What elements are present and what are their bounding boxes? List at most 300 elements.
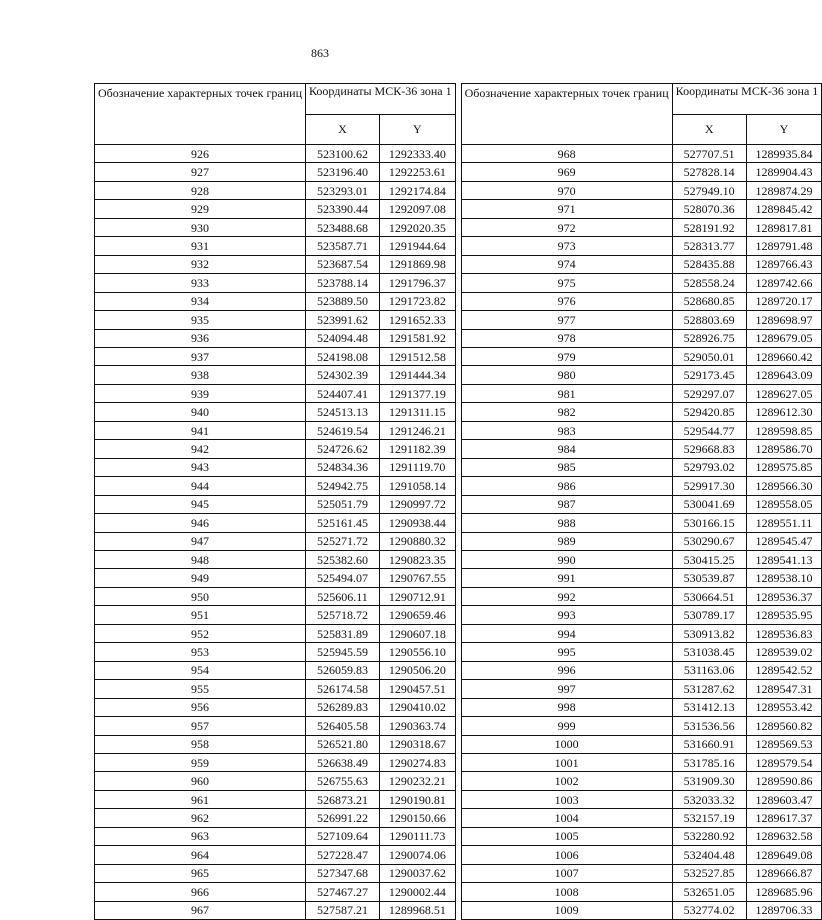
cell-y: 1289660.42 — [746, 347, 822, 365]
cell-x: 528558.24 — [672, 274, 746, 292]
coordinates-tables — [94, 83, 822, 917]
table-row — [95, 163, 456, 181]
table-row — [95, 347, 456, 365]
cell-y: 1289560.82 — [746, 717, 822, 735]
cell-point: 955 — [95, 680, 306, 698]
cell-y: 1291444.34 — [380, 366, 456, 384]
cell-point: 929 — [95, 200, 306, 218]
cell-y: 1291944.64 — [380, 237, 456, 255]
cell-point: 976 — [461, 292, 672, 310]
cell-x: 530664.51 — [672, 587, 746, 605]
table-row — [95, 145, 456, 163]
cell-point: 930 — [95, 218, 306, 236]
cell-y: 1289679.05 — [746, 329, 822, 347]
table-row — [461, 901, 822, 920]
table-row — [461, 550, 822, 568]
cell-point: 931 — [95, 237, 306, 255]
table-row — [95, 218, 456, 236]
cell-point: 953 — [95, 643, 306, 661]
cell-y: 1291581.92 — [380, 329, 456, 347]
cell-point: 982 — [461, 403, 672, 421]
table-body-left — [95, 145, 456, 920]
cell-y: 1289553.42 — [746, 698, 822, 716]
cell-x: 525271.72 — [306, 532, 380, 550]
table-row — [461, 255, 822, 273]
cell-x: 525494.07 — [306, 569, 380, 587]
table-row — [95, 550, 456, 568]
cell-x: 530290.67 — [672, 532, 746, 550]
cell-point: 985 — [461, 458, 672, 476]
table-row — [95, 661, 456, 679]
cell-y: 1291058.14 — [380, 477, 456, 495]
cell-x: 524726.62 — [306, 440, 380, 458]
cell-y: 1290190.81 — [380, 790, 456, 808]
table-row — [461, 864, 822, 882]
cell-point: 978 — [461, 329, 672, 347]
cell-y: 1290938.44 — [380, 514, 456, 532]
header-x: X — [306, 114, 380, 145]
cell-x: 529544.77 — [672, 421, 746, 439]
table-row — [95, 292, 456, 310]
cell-x: 531038.45 — [672, 643, 746, 661]
cell-point: 1000 — [461, 735, 672, 753]
cell-point: 981 — [461, 384, 672, 402]
cell-y: 1289566.30 — [746, 477, 822, 495]
cell-point: 974 — [461, 255, 672, 273]
cell-point: 950 — [95, 587, 306, 605]
cell-y: 1292333.40 — [380, 145, 456, 163]
cell-point: 1005 — [461, 827, 672, 845]
header-coordinates: Координаты МСК-36 зона 1 — [306, 84, 456, 115]
header-point-designation: Обозначение характерных точек границ — [95, 84, 306, 145]
cell-y: 1290363.74 — [380, 717, 456, 735]
cell-y: 1290457.51 — [380, 680, 456, 698]
cell-y: 1290659.46 — [380, 606, 456, 624]
cell-x: 532280.92 — [672, 827, 746, 845]
cell-y: 1289535.95 — [746, 606, 822, 624]
cell-point: 972 — [461, 218, 672, 236]
cell-y: 1290002.44 — [380, 883, 456, 901]
cell-y: 1291796.37 — [380, 274, 456, 292]
cell-y: 1289536.37 — [746, 587, 822, 605]
table-row — [461, 477, 822, 495]
cell-x: 524942.75 — [306, 477, 380, 495]
cell-x: 525161.45 — [306, 514, 380, 532]
table-row — [461, 753, 822, 771]
table-row — [461, 237, 822, 255]
table-row — [95, 255, 456, 273]
cell-y: 1289612.30 — [746, 403, 822, 421]
cell-y: 1290880.32 — [380, 532, 456, 550]
table-row — [461, 698, 822, 716]
cell-point: 973 — [461, 237, 672, 255]
cell-y: 1291652.33 — [380, 311, 456, 329]
cell-point: 965 — [95, 864, 306, 882]
table-row — [95, 384, 456, 402]
cell-x: 530415.25 — [672, 550, 746, 568]
table-row — [95, 495, 456, 513]
cell-point: 943 — [95, 458, 306, 476]
cell-y: 1290037.62 — [380, 864, 456, 882]
cell-x: 527587.21 — [306, 901, 380, 920]
table-row — [461, 292, 822, 310]
cell-point: 927 — [95, 163, 306, 181]
table-row — [95, 569, 456, 587]
cell-x: 528191.92 — [672, 218, 746, 236]
cell-x: 532404.48 — [672, 846, 746, 864]
table-row — [95, 846, 456, 864]
cell-x: 525831.89 — [306, 624, 380, 642]
cell-y: 1289579.54 — [746, 753, 822, 771]
cell-y: 1289617.37 — [746, 809, 822, 827]
cell-x: 524513.13 — [306, 403, 380, 421]
table-row — [461, 680, 822, 698]
cell-x: 531412.13 — [672, 698, 746, 716]
cell-y: 1291723.82 — [380, 292, 456, 310]
cell-point: 993 — [461, 606, 672, 624]
cell-y: 1289590.86 — [746, 772, 822, 790]
cell-point: 966 — [95, 883, 306, 901]
table-row — [461, 347, 822, 365]
cell-y: 1290274.83 — [380, 753, 456, 771]
cell-x: 527228.47 — [306, 846, 380, 864]
cell-point: 941 — [95, 421, 306, 439]
cell-y: 1289539.02 — [746, 643, 822, 661]
cell-point: 970 — [461, 181, 672, 199]
table-row — [461, 827, 822, 845]
table-row — [95, 274, 456, 292]
table-row — [95, 735, 456, 753]
table-row — [95, 901, 456, 920]
cell-point: 1008 — [461, 883, 672, 901]
table-row — [95, 421, 456, 439]
table-row — [95, 532, 456, 550]
cell-x: 530789.17 — [672, 606, 746, 624]
cell-point: 1001 — [461, 753, 672, 771]
cell-point: 937 — [95, 347, 306, 365]
cell-x: 523196.40 — [306, 163, 380, 181]
cell-x: 525718.72 — [306, 606, 380, 624]
table-row — [461, 587, 822, 605]
cell-y: 1290556.10 — [380, 643, 456, 661]
cell-point: 952 — [95, 624, 306, 642]
table-row — [95, 237, 456, 255]
cell-x: 527707.51 — [672, 145, 746, 163]
cell-x: 529668.83 — [672, 440, 746, 458]
cell-y: 1289874.29 — [746, 181, 822, 199]
cell-x: 523587.71 — [306, 237, 380, 255]
cell-x: 527347.68 — [306, 864, 380, 882]
cell-x: 525382.60 — [306, 550, 380, 568]
table-row — [461, 458, 822, 476]
header-y: Y — [746, 114, 822, 145]
cell-y: 1290150.66 — [380, 809, 456, 827]
table-row — [461, 311, 822, 329]
cell-point: 1007 — [461, 864, 672, 882]
table-row — [95, 587, 456, 605]
header-point-designation: Обозначение характерных точек границ — [461, 84, 672, 145]
cell-y: 1289817.81 — [746, 218, 822, 236]
cell-y: 1289545.47 — [746, 532, 822, 550]
table-row — [461, 606, 822, 624]
cell-y: 1289643.09 — [746, 366, 822, 384]
table-row — [461, 846, 822, 864]
cell-x: 525606.11 — [306, 587, 380, 605]
header-coordinates: Координаты МСК-36 зона 1 — [672, 84, 822, 115]
cell-x: 524302.39 — [306, 366, 380, 384]
table-row — [461, 274, 822, 292]
cell-y: 1290074.06 — [380, 846, 456, 864]
cell-point: 960 — [95, 772, 306, 790]
table-row — [461, 145, 822, 163]
cell-x: 531909.30 — [672, 772, 746, 790]
cell-point: 975 — [461, 274, 672, 292]
cell-y: 1290111.73 — [380, 827, 456, 845]
table-row — [95, 864, 456, 882]
table-row — [461, 643, 822, 661]
cell-y: 1289666.87 — [746, 864, 822, 882]
cell-point: 942 — [95, 440, 306, 458]
cell-y: 1289598.85 — [746, 421, 822, 439]
cell-x: 526755.63 — [306, 772, 380, 790]
cell-point: 926 — [95, 145, 306, 163]
cell-x: 528680.85 — [672, 292, 746, 310]
cell-x: 525945.59 — [306, 643, 380, 661]
table-row — [95, 403, 456, 421]
cell-y: 1289627.05 — [746, 384, 822, 402]
cell-point: 958 — [95, 735, 306, 753]
table-row — [95, 790, 456, 808]
cell-point: 980 — [461, 366, 672, 384]
cell-point: 1009 — [461, 901, 672, 920]
cell-x: 526873.21 — [306, 790, 380, 808]
cell-y: 1289766.43 — [746, 255, 822, 273]
cell-x: 525051.79 — [306, 495, 380, 513]
cell-point: 959 — [95, 753, 306, 771]
table-row — [95, 606, 456, 624]
cell-y: 1289551.11 — [746, 514, 822, 532]
cell-point: 946 — [95, 514, 306, 532]
cell-y: 1291377.19 — [380, 384, 456, 402]
cell-x: 528070.36 — [672, 200, 746, 218]
cell-y: 1292253.61 — [380, 163, 456, 181]
table-row — [95, 698, 456, 716]
cell-y: 1291869.98 — [380, 255, 456, 273]
cell-point: 951 — [95, 606, 306, 624]
table-row — [95, 311, 456, 329]
cell-point: 947 — [95, 532, 306, 550]
cell-y: 1291182.39 — [380, 440, 456, 458]
cell-point: 945 — [95, 495, 306, 513]
cell-y: 1289603.47 — [746, 790, 822, 808]
table-row — [95, 809, 456, 827]
cell-y: 1290997.72 — [380, 495, 456, 513]
cell-x: 526289.83 — [306, 698, 380, 716]
cell-point: 998 — [461, 698, 672, 716]
cell-y: 1290823.35 — [380, 550, 456, 568]
cell-point: 988 — [461, 514, 672, 532]
table-row — [461, 384, 822, 402]
table-row — [461, 200, 822, 218]
cell-y: 1289575.85 — [746, 458, 822, 476]
cell-point: 935 — [95, 311, 306, 329]
table-row — [461, 772, 822, 790]
cell-x: 529050.01 — [672, 347, 746, 365]
cell-y: 1290318.67 — [380, 735, 456, 753]
cell-x: 530913.82 — [672, 624, 746, 642]
table-row — [461, 717, 822, 735]
table-row — [95, 772, 456, 790]
table-row — [461, 809, 822, 827]
cell-y: 1289791.48 — [746, 237, 822, 255]
cell-y: 1289968.51 — [380, 901, 456, 920]
cell-point: 971 — [461, 200, 672, 218]
cell-x: 523390.44 — [306, 200, 380, 218]
cell-y: 1292097.08 — [380, 200, 456, 218]
table-row — [95, 827, 456, 845]
cell-point: 1002 — [461, 772, 672, 790]
cell-point: 1003 — [461, 790, 672, 808]
cell-point: 961 — [95, 790, 306, 808]
table-row — [95, 440, 456, 458]
coordinates-table-left — [94, 83, 456, 920]
cell-x: 527949.10 — [672, 181, 746, 199]
table-row — [461, 661, 822, 679]
table-row — [461, 883, 822, 901]
table-row — [461, 514, 822, 532]
table-row — [95, 883, 456, 901]
cell-point: 949 — [95, 569, 306, 587]
cell-x: 532651.05 — [672, 883, 746, 901]
table-row — [461, 421, 822, 439]
cell-x: 530166.15 — [672, 514, 746, 532]
table-row — [461, 735, 822, 753]
cell-point: 938 — [95, 366, 306, 384]
cell-y: 1289538.10 — [746, 569, 822, 587]
cell-x: 530041.69 — [672, 495, 746, 513]
table-row — [461, 624, 822, 642]
table-row — [95, 200, 456, 218]
page-number: 863 — [311, 46, 329, 60]
table-row — [95, 680, 456, 698]
cell-y: 1289586.70 — [746, 440, 822, 458]
cell-y: 1289649.08 — [746, 846, 822, 864]
coordinates-table-right — [461, 83, 822, 920]
cell-point: 967 — [95, 901, 306, 920]
cell-x: 524198.08 — [306, 347, 380, 365]
cell-point: 986 — [461, 477, 672, 495]
cell-y: 1289706.33 — [746, 901, 822, 920]
cell-y: 1289698.97 — [746, 311, 822, 329]
cell-x: 527828.14 — [672, 163, 746, 181]
table-row — [461, 495, 822, 513]
cell-point: 1006 — [461, 846, 672, 864]
cell-point: 991 — [461, 569, 672, 587]
cell-y: 1289541.13 — [746, 550, 822, 568]
cell-point: 948 — [95, 550, 306, 568]
cell-x: 532774.02 — [672, 901, 746, 920]
cell-point: 934 — [95, 292, 306, 310]
cell-y: 1289547.31 — [746, 680, 822, 698]
cell-x: 529297.07 — [672, 384, 746, 402]
table-row — [95, 514, 456, 532]
cell-x: 529793.02 — [672, 458, 746, 476]
cell-point: 996 — [461, 661, 672, 679]
cell-y: 1291512.58 — [380, 347, 456, 365]
cell-point: 990 — [461, 550, 672, 568]
header-x: X — [672, 114, 746, 145]
table-row — [461, 181, 822, 199]
cell-point: 939 — [95, 384, 306, 402]
table-row — [461, 366, 822, 384]
table-row — [461, 440, 822, 458]
cell-x: 526638.49 — [306, 753, 380, 771]
cell-x: 529917.30 — [672, 477, 746, 495]
cell-y: 1290607.18 — [380, 624, 456, 642]
cell-y: 1290410.02 — [380, 698, 456, 716]
cell-x: 524407.41 — [306, 384, 380, 402]
table-row — [461, 163, 822, 181]
cell-x: 529420.85 — [672, 403, 746, 421]
cell-x: 531163.06 — [672, 661, 746, 679]
table-row — [95, 477, 456, 495]
cell-point: 940 — [95, 403, 306, 421]
cell-y: 1290712.91 — [380, 587, 456, 605]
cell-x: 527109.64 — [306, 827, 380, 845]
cell-point: 969 — [461, 163, 672, 181]
cell-y: 1289632.58 — [746, 827, 822, 845]
cell-x: 526991.22 — [306, 809, 380, 827]
cell-point: 957 — [95, 717, 306, 735]
cell-x: 528313.77 — [672, 237, 746, 255]
cell-point: 997 — [461, 680, 672, 698]
cell-y: 1291311.15 — [380, 403, 456, 421]
cell-point: 992 — [461, 587, 672, 605]
table-row — [461, 403, 822, 421]
cell-y: 1289845.42 — [746, 200, 822, 218]
cell-point: 968 — [461, 145, 672, 163]
cell-point: 983 — [461, 421, 672, 439]
cell-y: 1289904.43 — [746, 163, 822, 181]
table-row — [95, 717, 456, 735]
table-row — [95, 624, 456, 642]
cell-point: 956 — [95, 698, 306, 716]
cell-x: 531660.91 — [672, 735, 746, 753]
cell-x: 523889.50 — [306, 292, 380, 310]
cell-x: 528926.75 — [672, 329, 746, 347]
table-body-right — [461, 145, 822, 920]
cell-point: 962 — [95, 809, 306, 827]
cell-y: 1292174.84 — [380, 181, 456, 199]
cell-y: 1289742.66 — [746, 274, 822, 292]
cell-x: 526521.80 — [306, 735, 380, 753]
cell-y: 1289685.96 — [746, 883, 822, 901]
cell-x: 523488.68 — [306, 218, 380, 236]
table-row — [95, 753, 456, 771]
cell-x: 526174.58 — [306, 680, 380, 698]
cell-point: 933 — [95, 274, 306, 292]
table-row — [95, 366, 456, 384]
cell-x: 523100.62 — [306, 145, 380, 163]
cell-x: 528803.69 — [672, 311, 746, 329]
cell-x: 532527.85 — [672, 864, 746, 882]
cell-x: 531536.56 — [672, 717, 746, 735]
cell-point: 964 — [95, 846, 306, 864]
cell-x: 524094.48 — [306, 329, 380, 347]
cell-x: 523293.01 — [306, 181, 380, 199]
cell-x: 526059.83 — [306, 661, 380, 679]
cell-x: 532033.32 — [672, 790, 746, 808]
